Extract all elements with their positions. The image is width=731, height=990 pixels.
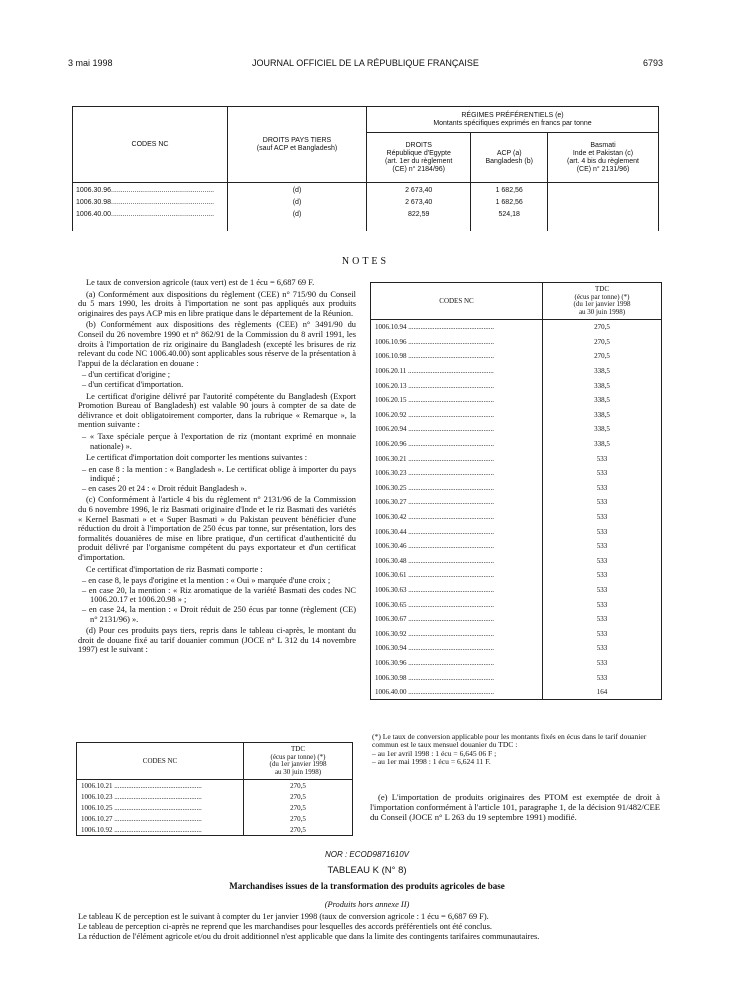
tdc-cell: 533 [596, 571, 608, 580]
code-cell: 1006.10.92 .................................................. [77, 824, 244, 835]
table-body [371, 320, 661, 699]
tableau-subtitle: Marchandises issues de la transformation des produits agricoles de base [229, 881, 505, 891]
tdc-cell: 533 [596, 556, 608, 565]
list [78, 432, 356, 451]
code-cell: 1006.30.21 ................................................. [371, 451, 543, 466]
intro-line-3: La réduction de l'élément agricole et/ou du droit additionnel n'est applicable que dans la limite des contingents tarifaires communautaires. [78, 932, 540, 941]
note-d: (d) Pour ces produits pays tiers, repris dans le tableau ci-après, le montant du droit de douane fixé au tarif douanier commun (JOCE n° L 312 du 14 novembre 1997) est le suivant : [78, 626, 356, 655]
tdc-table-right [370, 282, 662, 700]
table-header [77, 743, 352, 780]
tdc-cell: 270,5 [290, 792, 306, 801]
tdc-cell: 164 [596, 688, 608, 697]
list [78, 576, 356, 624]
col-basmati-header: Basmati Inde et Pakistan (c) (art. 4 bis du règlement (CE) n° 2131/96) [547, 133, 658, 183]
nor-reference: NOR : ECOD9871610V [324, 850, 410, 859]
list-item: – « Taxe spéciale perçue à l'exportation de riz (montant exprimé en monnaie nationale) ». [90, 432, 356, 451]
col-codes-header: CODES NC [77, 743, 244, 779]
code-cell: 1006.10.96 ................................................. [371, 335, 543, 350]
table-row [371, 656, 661, 671]
tdc-cell: 533 [596, 469, 608, 478]
paragraph: Le certificat d'importation doit comporter les mentions suivantes : [86, 453, 308, 463]
codes-cell: 1006.30.96..................................................... 1006.30.98..................................................... 1006.40.00..................................................... [73, 183, 228, 231]
intro-line-2: Le tableau de perception ci-après ne reprend que les marchandises pour lesquelles des accords préférentiels ont été conclus. [78, 922, 492, 931]
list-item: – d'un certificat d'origine ; [90, 370, 356, 380]
code-cell: 1006.10.98 ................................................. [371, 349, 543, 364]
table-row [371, 320, 661, 335]
footnote-rate-may: – au 1er mai 1998 : 1 écu = 6,624 11 F. [372, 757, 491, 767]
table-row [371, 670, 661, 685]
tdc-cell: 533 [596, 542, 608, 551]
col-tdc-header: TDC (écus par tonne) (*) (du 1er janvier 1998 au 30 juin 1998) [269, 745, 327, 776]
table-row [77, 802, 352, 813]
list-item: – en case 24, la mention : « Droit réduit de 250 écus par tonne (règlement (CE) n° 2131/96) ». [90, 605, 356, 624]
table-row [371, 364, 661, 379]
tdc-table-left [76, 742, 353, 836]
list-item: – en case 20, la mention : « Riz aromatique de la variété Basmati des codes NC 1006.20.17 et 1006.20.98 » ; [90, 586, 356, 605]
code-cell: 1006.40.00 ................................................. [371, 685, 543, 700]
note-b: (b) Conformément aux dispositions des règlements (CEE) n° 3491/90 du Conseil du 26 novembre 1990 et n° 862/91 de la Commission du 8 avril 1991, les droits à l'importation de riz originaire du Bangladesh (excepté les brisures de riz relevant du code NC 1006.40.00) sont applicables sous réserve de la présentation à l'appui de la déclaration en douane : [78, 320, 356, 368]
table-row [371, 349, 661, 364]
table-row [371, 583, 661, 598]
col-egypte-header: DROITS République d'Egypte (art. 1er du règlement (CE) n° 2184/96) [367, 133, 471, 183]
code-cell: 1006.30.27 ................................................. [371, 495, 543, 510]
code-cell: 1006.20.13 ................................................. [371, 378, 543, 393]
table-row [371, 451, 661, 466]
code-cell: 1006.30.65 ................................................. [371, 597, 543, 612]
col-codes-header: CODES NC [73, 107, 228, 183]
code-cell: 1006.10.25 .................................................. [77, 802, 244, 813]
code-cell: 1006.10.23 .................................................. [77, 791, 244, 802]
footnote-text: (*) Le taux de conversion applicable pour les montants fixés en écus dans le tarif douanier commun est le taux mensuel douanier du TDC : [372, 732, 647, 750]
table-row [371, 335, 661, 350]
annex-note: (Produits hors annexe II) [324, 900, 410, 909]
tdc-cell: 338,5 [594, 410, 610, 419]
table-row [371, 539, 661, 554]
code-cell: 1006.30.63 ................................................. [371, 583, 543, 598]
tdc-cell: 533 [596, 629, 608, 638]
tdc-cell: 338,5 [594, 396, 610, 405]
notes-left-column [78, 278, 356, 657]
notes-title: NOTES [341, 256, 390, 267]
code-cell: 1006.30.67 ................................................. [371, 612, 543, 627]
tdc-cell: 533 [596, 644, 608, 653]
tdc-cell: 338,5 [594, 381, 610, 390]
list [78, 370, 356, 389]
code-cell: 1006.30.23 ................................................. [371, 466, 543, 481]
journal-title: JOURNAL OFFICIEL DE LA RÉPUBLIQUE FRANÇAISE [252, 58, 479, 68]
code-cell: 1006.10.94 ................................................. [371, 320, 543, 335]
table-row [371, 378, 661, 393]
page-number: 6793 [642, 58, 663, 68]
tdc-cell: 533 [596, 454, 608, 463]
table-row [371, 422, 661, 437]
paragraph: Ce certificat d'importation de riz Basmati comporte : [86, 564, 263, 574]
tiers-cell: (d) (d) (d) [228, 183, 367, 231]
list-item: – en cases 20 et 24 : « Droit réduit Bangladesh ». [90, 484, 356, 494]
duty-table [72, 106, 659, 231]
list [78, 465, 356, 494]
code-cell: 1006.30.46 ................................................. [371, 539, 543, 554]
tdc-cell: 270,5 [594, 352, 610, 361]
code-cell: 1006.10.21 .................................................. [77, 780, 244, 791]
code-cell: 1006.20.94 ................................................. [371, 422, 543, 437]
tdc-footnote [372, 733, 662, 767]
code-cell: 1006.30.25 ................................................. [371, 481, 543, 496]
note-e: (e) L'importation de produits originaires des PTOM est exemptée de droit à l'importation conformément à l'article 101, paragraphe 1, de la décision 91/482/CEE du Conseil (JOCE n° L 263 du 19 septembre 1991) modifié. [370, 792, 660, 822]
tableau-title: TABLEAU K (N° 8) [327, 865, 407, 876]
table-row [371, 393, 661, 408]
table-header [371, 283, 661, 320]
code-cell: 1006.30.94 ................................................. [371, 641, 543, 656]
table-row [371, 568, 661, 583]
tdc-cell: 533 [596, 483, 608, 492]
col-tdc-header: TDC (écus par tonne) (*) (du 1er janvier 1998 au 30 juin 1998) [573, 285, 631, 316]
table-row [371, 437, 661, 452]
table-row [77, 780, 352, 791]
tdc-cell: 270,5 [290, 781, 306, 790]
col-regimes-header: RÉGIMES PRÉFÉRENTIELS (e) Montants spécifiques exprimés en francs par tonne [367, 107, 659, 133]
code-cell: 1006.30.61 ................................................. [371, 568, 543, 583]
tdc-cell: 533 [596, 615, 608, 624]
code-cell: 1006.30.48 ................................................. [371, 554, 543, 569]
tdc-cell: 270,5 [290, 814, 306, 823]
header-date: 3 mai 1998 [68, 58, 113, 68]
tdc-cell: 533 [596, 673, 608, 682]
list-item: – d'un certificat d'importation. [90, 380, 356, 390]
paragraph: Le taux de conversion agricole (taux vert) est de 1 écu = 6,687 69 F. [86, 278, 315, 287]
col-tiers-header: DROITS PAYS TIERS (sauf ACP et Bangladesh) [228, 107, 367, 183]
table-row [371, 612, 661, 627]
tableau-k-section [72, 850, 662, 942]
paragraph: Le certificat d'origine délivré par l'autorité compétente du Bangladesh (Export Promotion Bureau of Bangladesh) est valable 90 jours à compter de sa date de délivrance et doit obligatoirement comporter, dans la rubrique « Remarque », la mention suivante : [78, 391, 356, 430]
col-acp-header: ACP (a) Bangladesh (b) [471, 133, 548, 183]
table-row [371, 510, 661, 525]
table-row [371, 554, 661, 569]
footnote-rate-april: – au 1er avril 1998 : 1 écu = 6,645 06 F ; [372, 748, 497, 758]
tdc-cell: 338,5 [594, 367, 610, 376]
list-item: – en case 8, le pays d'origine et la mention : « Oui » marquée d'une croix ; [90, 576, 356, 586]
tdc-cell: 533 [596, 513, 608, 522]
tdc-cell: 338,5 [594, 425, 610, 434]
tdc-cell: 270,5 [594, 323, 610, 332]
note-c: (c) Conformément à l'article 4 bis du règlement n° 2131/96 de la Commission du 6 novembre 1996, le riz Basmati originaire d'Inde et le riz Basmati des variétés « Kernel Basmati » et « Super Basmati » du Pakistan peuvent bénéficier d'une réduction du droit à l'importation de 250 écus par tonne, sur présentation, lors des formalités douanières de mise en libre pratique, d'un certificat d'authenticité du produit délivré par l'organisme compétent du pays exportateur et d'un certificat d'importation. [78, 495, 356, 563]
tdc-cell: 533 [596, 527, 608, 536]
table-row [371, 641, 661, 656]
table-row [371, 626, 661, 641]
table-row [371, 481, 661, 496]
table-row [371, 685, 661, 700]
code-cell: 1006.20.96 ................................................. [371, 437, 543, 452]
tdc-cell: 338,5 [594, 440, 610, 449]
tdc-cell: 533 [596, 498, 608, 507]
acp-cell: 1 682,56 1 682,56 524,18 [471, 183, 548, 231]
egypte-cell: 2 673,40 2 673,40 822,59 [367, 183, 471, 231]
intro-line-1: Le tableau K de perception est le suivant à compter du 1er janvier 1998 (taux de conversion agricole : 1 écu = 6,687 69 F). [78, 912, 489, 921]
table-body [77, 780, 352, 835]
tdc-cell: 533 [596, 585, 608, 594]
note-a: (a) Conformément aux dispositions du règlement (CEE) n° 715/90 du Conseil du 5 mars 1990, les droits à l'importation ne sont pas appliqués aux produits originaires des pays ACP mis en libre pratique dans le département de la Réunion. [78, 289, 356, 318]
table-row [371, 466, 661, 481]
code-cell: 1006.20.92 ................................................. [371, 408, 543, 423]
table-row [77, 791, 352, 802]
table-row [371, 408, 661, 423]
basmati-cell [547, 183, 658, 231]
table-row [371, 524, 661, 539]
code-cell: 1006.20.11 ................................................. [371, 364, 543, 379]
code-cell: 1006.30.92 ................................................. [371, 626, 543, 641]
code-cell: 1006.30.96 ................................................. [371, 656, 543, 671]
code-cell: 1006.10.27 .................................................. [77, 813, 244, 824]
table-row [77, 813, 352, 824]
table-row [371, 597, 661, 612]
tdc-cell: 270,5 [594, 337, 610, 346]
tdc-cell: 533 [596, 658, 608, 667]
code-cell: 1006.30.42 ................................................. [371, 510, 543, 525]
tdc-cell: 270,5 [290, 803, 306, 812]
table-row [77, 824, 352, 835]
code-cell: 1006.30.98 ................................................. [371, 670, 543, 685]
code-cell: 1006.30.44 ................................................. [371, 524, 543, 539]
tdc-cell: 533 [596, 600, 608, 609]
table-row [371, 495, 661, 510]
code-cell: 1006.20.15 ................................................. [371, 393, 543, 408]
col-codes-header: CODES NC [371, 283, 543, 319]
list-item: – en case 8 : la mention : « Bangladesh ». Le certificat oblige à importer du pays indiqué ; [90, 465, 356, 484]
tdc-cell: 270,5 [290, 825, 306, 834]
